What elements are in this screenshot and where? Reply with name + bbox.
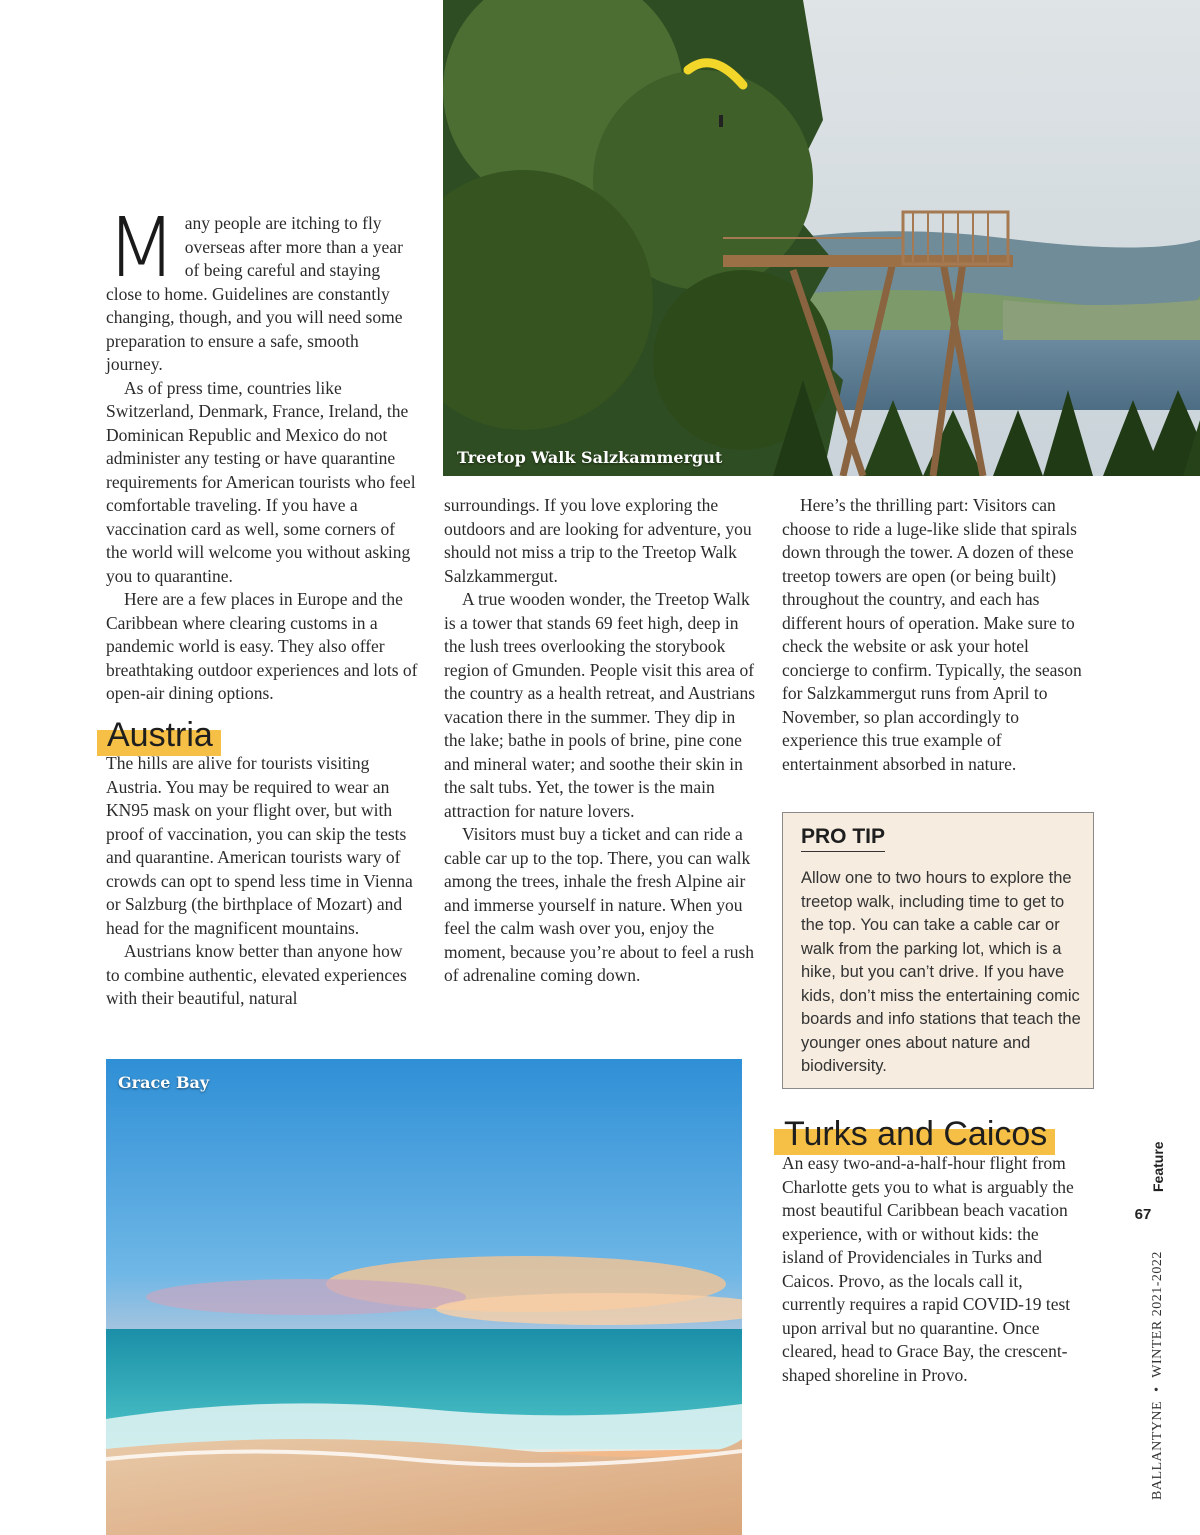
austria-paragraph-2-continued: surroundings. If you love exploring the outdoors and are looking for adventure, you should not miss a trip to the Treetop Walk Salzkammergut. bbox=[444, 495, 752, 586]
magazine-folio bbox=[1150, 1251, 1166, 1500]
heading-turks-and-caicos bbox=[774, 1117, 1055, 1151]
pro-tip-title: PRO TIP bbox=[801, 825, 885, 852]
pro-tip-body: Allow one to two hours to explore the treetop walk, including time to get to the top. You can take a cable car or walk from the parking lot, which is a hike, but you can’t drive. If you have kids, don’t miss the entertaining comic boards and info stations that teach the younger ones about nature and biodiversity. bbox=[801, 869, 1081, 1075]
page-number: 67 bbox=[1134, 1206, 1152, 1223]
austria-column-3 bbox=[782, 494, 1082, 776]
austria-paragraph-1: The hills are alive for tourists visiting Austria. You may be required to wear an KN95 mask on your flight over, but with proof of vaccination, you can skip the tests and quarantine. American tourists wary of crowds can opt to spend less time in Vienna or Salzburg (the birthplace of Mozart) and head for the magnificent mountains. bbox=[106, 753, 413, 938]
treetop-walk-illustration bbox=[443, 0, 1200, 476]
photo-caption-grace-bay: Grace Bay bbox=[118, 1073, 210, 1092]
treetop-walk-photo bbox=[443, 0, 1200, 476]
magazine-name: BALLANTYNE bbox=[1150, 1400, 1165, 1500]
turks-paragraph-1: An easy two-and-a-half-hour flight from Charlotte gets you to what is arguably the most beautiful Caribbean beach vacation experience, with or without kids: the island of Providenciales in Turks and Caicos. Provo, as the locals call it, currently requires a rapid COVID-19 test upon arrival but no quarantine. Once cleared, head to Grace Bay, the crescent-shaped shoreline in Provo. bbox=[782, 1153, 1074, 1385]
intro-paragraph-2: As of press time, countries like Switzerland, Denmark, France, Ireland, the Dominican Republic and Mexico do not administer any testing or have quarantine requirements for American tourists who feel comfortable traveling. If you have a vaccination card as well, some corners of the world will welcome you without asking you to quarantine. bbox=[106, 377, 416, 586]
folio-separator: • bbox=[1150, 1386, 1165, 1392]
turks-column bbox=[782, 1152, 1078, 1387]
intro-column bbox=[106, 201, 418, 706]
grace-bay-illustration bbox=[106, 1059, 742, 1535]
austria-column-2 bbox=[444, 494, 756, 988]
drop-cap: M bbox=[106, 201, 177, 296]
austria-paragraph-4: Visitors must buy a ticket and can ride a cable car up to the top. There, you can walk among the trees, inhale the fresh Alpine air and immerse yourself in nature. When you feel the calm wash over you, enjoy the moment, because you’re about to feel a rush of adrenaline coming down. bbox=[444, 824, 755, 985]
heading-turks-text: Turks and Caicos bbox=[784, 1115, 1048, 1153]
intro-paragraph-3: Here are a few places in Europe and the Caribbean where clearing customs in a pandemic world is easy. They also offer breathtaking outdoor experiences and lots of open-air dining options. bbox=[106, 589, 418, 703]
issue-label: WINTER 2021-2022 bbox=[1150, 1251, 1165, 1378]
heading-austria-text: Austria bbox=[107, 716, 213, 754]
austria-column-1 bbox=[106, 752, 420, 1011]
intro-text: any people are itching to fly overseas after more than a year of being careful and staying close to home. Guidelines are constantly changing, though, and you will need some preparation to ensure a safe, smooth journey. bbox=[106, 213, 403, 374]
pro-tip-box bbox=[782, 812, 1094, 1089]
austria-paragraph-3: A true wooden wonder, the Treetop Walk is a tower that stands 69 feet high, deep in the lush trees overlooking the storybook region of Gmunden. People visit this area of the country as a health retreat, and Austrians vacation there in the summer. They dip in the lake; bathe in pools of brine, pine cone and mineral water; and soothe their skin in the salt tubs. Yet, the tower is the main attraction for nature lovers. bbox=[444, 589, 756, 821]
austria-paragraph-5: Here’s the thrilling part: Visitors can choose to ride a luge-like slide that spirals down through the tower. A dozen of these treetop towers are open (or being built) throughout the country, and each has different hours of operation. Make sure to check the website or ask your hotel concierge to confirm. Typically, the season for Salzkammergut runs from April to November, so plan accordingly to experience this true example of entertainment absorbed in nature. bbox=[782, 495, 1082, 774]
grace-bay-photo bbox=[106, 1059, 742, 1535]
austria-paragraph-2-start: Austrians know better than anyone how to combine authentic, elevated experiences with their beautiful, natural bbox=[106, 941, 407, 1008]
intro-paragraph-1 bbox=[106, 201, 418, 377]
photo-caption-treetop: Treetop Walk Salzkammergut bbox=[457, 448, 723, 467]
section-label: Feature bbox=[1150, 1141, 1166, 1192]
heading-austria bbox=[97, 718, 221, 752]
